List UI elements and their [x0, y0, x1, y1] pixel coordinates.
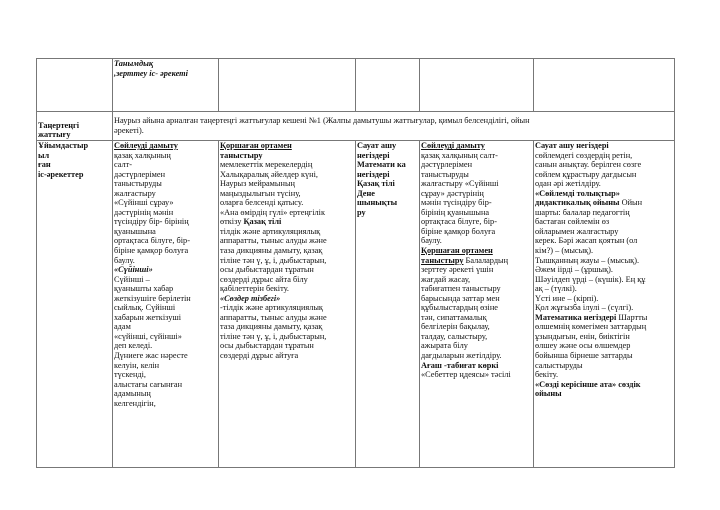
- text-line: түсіндіру бір- бірінің: [114, 217, 189, 227]
- text-line: Қол жұғызба ілулі – (сүлгі).: [535, 303, 634, 313]
- text-line: таныстыруды: [114, 179, 162, 189]
- literacy-math-cell: [534, 141, 675, 468]
- heading-line: «Сөзді керісінше ата» сөздік: [535, 379, 641, 389]
- morning-text-line2: әрекеті).: [114, 125, 144, 135]
- text-line: сыйлық. Сүйінші: [114, 303, 176, 313]
- heading-line: «Сөйлемді толықтыр»: [535, 188, 620, 198]
- text-line: [220, 217, 354, 227]
- text-line: ажырата білу: [421, 341, 468, 351]
- heading-line: Қоршаған ортамен: [421, 246, 493, 256]
- text-line: Дүниеге жас нәресте: [114, 351, 188, 361]
- text-line: қуанышты хабар: [114, 284, 174, 294]
- activities-label-cell: [37, 141, 113, 468]
- subject-heading: Математика негіздері: [535, 312, 617, 322]
- text-line: өлшеу және осы өлшемдер: [535, 341, 631, 351]
- table-row: [37, 59, 675, 112]
- text-line: таныстыруды: [421, 169, 469, 179]
- game-heading: дидактикалық ойыны: [535, 198, 620, 208]
- text-line: осы дыбыстардан тұратын: [220, 341, 314, 351]
- text-line: жағдай жасау,: [421, 274, 471, 284]
- subject-heading: таныстыру: [421, 255, 464, 265]
- text-line: сөздерді дұрыс айта білу: [220, 274, 308, 284]
- morning-text-line1: Наурыз айына арналған таңертеңгі жаттығулар кешені №1 (Жалпы дамытушы жаттығулар, қимыл белсенділігі, ойын: [114, 116, 530, 125]
- heading-line: Ағаш -табиғат көркі: [421, 360, 499, 370]
- heading-line: Сөйлеуді дамыту: [114, 141, 178, 150]
- text-line: жеткізушіге берілетін: [114, 293, 191, 303]
- text-line: керек. Бәрі жасап қоятын (ол: [535, 236, 638, 246]
- heading-line: шынықты: [357, 198, 398, 208]
- text-line: біріне қамқор болуға: [421, 226, 496, 236]
- heading-line: Математи ка: [357, 160, 406, 170]
- heading-line: таныстыру: [220, 150, 263, 160]
- text-line: адам: [114, 322, 131, 332]
- text-line: қазақ халқының: [114, 150, 171, 160]
- text-line: сөйлемдегі сөздердің ретін,: [535, 150, 633, 160]
- text-line: шарты: балалар педагогтің: [535, 207, 630, 217]
- text-line: Әжем іірді – (ұршық).: [535, 265, 613, 275]
- heading-line: Қазақ тілі: [357, 179, 395, 189]
- header-cell: [219, 59, 356, 112]
- header-cell: [534, 59, 675, 112]
- activity-label-line: ыл: [38, 150, 50, 160]
- subjects-list-cell: [356, 141, 420, 468]
- text-line: мемлекеттік мерекелердің: [220, 160, 313, 170]
- text-line: тән, сипаттамалық: [421, 312, 487, 322]
- heading-line: негіздері: [357, 169, 390, 179]
- text-line: «Сүйінші сұрау»: [114, 198, 174, 208]
- heading-line: Дене: [357, 188, 375, 198]
- text-line: одан әрі жетілдіру.: [535, 179, 601, 189]
- environment-cell: [219, 141, 356, 468]
- text-line: Шәуілдеп үрді – (күшік). Ең құ: [535, 274, 646, 284]
- text-line: құбылыстардың өзіне: [421, 303, 498, 313]
- morning-label-line1: Таңертеңгі: [38, 120, 80, 130]
- text-line: хабарын жеткізуші: [114, 312, 182, 322]
- text-line: оларға белсенді қатысу.: [220, 198, 304, 208]
- cognitive-title-line1: Танымдық: [114, 59, 154, 68]
- activity-label-line: Ұйымдастыр: [38, 141, 89, 150]
- text-line: зерттеу әрекеті үшін: [421, 265, 494, 275]
- text-line: белгілерін бақылау,: [421, 322, 490, 332]
- speech-development-cell: [113, 141, 219, 468]
- morning-label-line2: жаттығу: [38, 130, 71, 140]
- text-line: келуін, келін: [114, 360, 160, 370]
- text-line: барысында заттар мен: [421, 293, 500, 303]
- text-line: дағдыларын жетілдіру.: [421, 351, 502, 361]
- text-fragment: Ойын: [619, 198, 643, 208]
- text-line: өлшемнің көмегімен заттардың: [535, 322, 647, 332]
- header-cell: [356, 59, 420, 112]
- text-fragment: өткізу: [220, 217, 244, 227]
- text-fragment: Балалардың: [463, 255, 509, 265]
- text-line: санын анықтау. берілген сөзге: [535, 160, 642, 170]
- speech-environment-cell: [420, 141, 534, 468]
- text-line: маңыздылығын түсіну,: [220, 188, 301, 198]
- text-line: салт-: [114, 160, 133, 170]
- text-line: Тышқанның жауы – (мысық).: [535, 255, 640, 265]
- text-line: қуанышына: [114, 226, 156, 236]
- text-line: сұрау» дәстүрінің: [421, 188, 484, 198]
- text-line: ұзындығын, енін, биіктігін: [535, 331, 630, 341]
- text-line: Наурыз мейрамының: [220, 179, 295, 189]
- text-line: «Себеттер ңдеясы» тәсілі: [421, 370, 511, 380]
- text-line: -тілдік және артикуляциялық: [220, 303, 323, 313]
- text-line: Үсті ине – (кірпі).: [535, 293, 599, 303]
- text-line: салыстыруды: [535, 360, 583, 370]
- text-line: [535, 313, 673, 323]
- table-row: [37, 141, 675, 468]
- text-line: түскенді,: [114, 370, 147, 380]
- text-line: таза дикцияны дамыту, қазақ: [220, 246, 323, 256]
- text-line: жалғастыру «Сүйінші: [421, 179, 499, 189]
- text-line: аппаратты, тыныс алуды және: [220, 312, 327, 322]
- header-cell-empty: [37, 59, 113, 112]
- heading-line: Сауат ашу негіздері: [535, 141, 609, 150]
- text-line: таза дикцияны дамыту, қазақ: [220, 322, 323, 332]
- text-line: «сүйінші, сүйінші»: [114, 331, 182, 341]
- text-line: табиғатпен таныстыру: [421, 284, 501, 294]
- morning-exercise-cell: [113, 112, 675, 141]
- heading-line: ру: [357, 207, 366, 217]
- text-line: Сүйінші –: [114, 274, 150, 284]
- header-cell: [420, 59, 534, 112]
- text-line: бастаған сөйлемін өз: [535, 217, 610, 227]
- text-line: қазақ халқының салт-: [421, 150, 498, 160]
- text-line: аппаратты, тыныс алуды және: [220, 236, 327, 246]
- text-line: баулу.: [114, 255, 135, 265]
- header-cell-cognitive: [113, 59, 219, 112]
- text-line: дәстүрлерімен: [421, 160, 473, 170]
- text-line: баулу.: [421, 236, 442, 246]
- text-line: деп келеді.: [114, 341, 153, 351]
- text-line: жалғастыру: [114, 188, 156, 198]
- text-line: тіліне тән ү, ұ, і, дыбыстарын,: [220, 255, 327, 265]
- text-line: «Ана өмірдің гүлі» ертеңгілік: [220, 207, 325, 217]
- text-line: ақ – (түлкі).: [535, 284, 577, 294]
- activity-label-line: іс-әрекеттер: [38, 169, 84, 179]
- text-line: осы дыбыстардан тұратын: [220, 265, 314, 275]
- text-line: талдау, салыстыру,: [421, 331, 488, 341]
- text-line: тіліне тән ү, ұ, і, дыбыстарын,: [220, 331, 327, 341]
- text-line: тілдік және артикуляциялық: [220, 226, 321, 236]
- heading-line: «Сүйінші»: [114, 265, 153, 275]
- text-line: келгендігін,: [114, 398, 156, 408]
- text-line: сөйлем құрастыру дағдысын: [535, 169, 637, 179]
- text-line: бойынша бірнеше заттарды: [535, 351, 633, 361]
- text-line: біріне қамқор болуға: [114, 246, 189, 256]
- text-line: [535, 198, 673, 208]
- morning-label-cell: [37, 112, 113, 141]
- heading-line: ойыны: [535, 389, 562, 399]
- activity-label-line: ған: [38, 160, 51, 170]
- text-line: адамының: [114, 389, 151, 399]
- heading-line: Сауат ашу: [357, 141, 397, 150]
- heading-line: Сөйлеуді дамыту: [421, 141, 485, 150]
- text-line: ортақтаса білуге, бір-: [421, 217, 497, 227]
- text-line: кім?) – (мысық).: [535, 246, 594, 256]
- text-fragment: Шартты: [616, 312, 648, 322]
- text-line: Халықаралық әйелдер күні,: [220, 169, 318, 179]
- schedule-table: [36, 58, 675, 468]
- text-line: бекіту.: [535, 370, 559, 380]
- text-line: алыстағы сағынған: [114, 379, 183, 389]
- text-line: дәстүрлерімен: [114, 169, 166, 179]
- subject-heading: Қазақ тілі: [243, 217, 282, 227]
- cognitive-title-line2: ,зерттеу іс- әрекеті: [114, 68, 188, 78]
- text-line: дәстүрінің мәнін: [114, 207, 174, 217]
- text-line: қабілеттерін бекіту.: [220, 284, 290, 294]
- text-line: бірінің қуанышына: [421, 207, 490, 217]
- text-line: [421, 256, 532, 266]
- text-line: ортақтаса білуге, бір-: [114, 236, 190, 246]
- table-row: [37, 112, 675, 141]
- text-line: сөздерді дұрыс айтуға: [220, 351, 299, 361]
- heading-line: негіздері: [357, 150, 390, 160]
- text-line: ойларымен жалғастыру: [535, 226, 619, 236]
- heading-line: Қоршаған ортамен: [220, 141, 292, 150]
- text-line: мәнін түсіндіру бір-: [421, 198, 492, 208]
- heading-line: «Сөздер тізбегі»: [220, 293, 281, 303]
